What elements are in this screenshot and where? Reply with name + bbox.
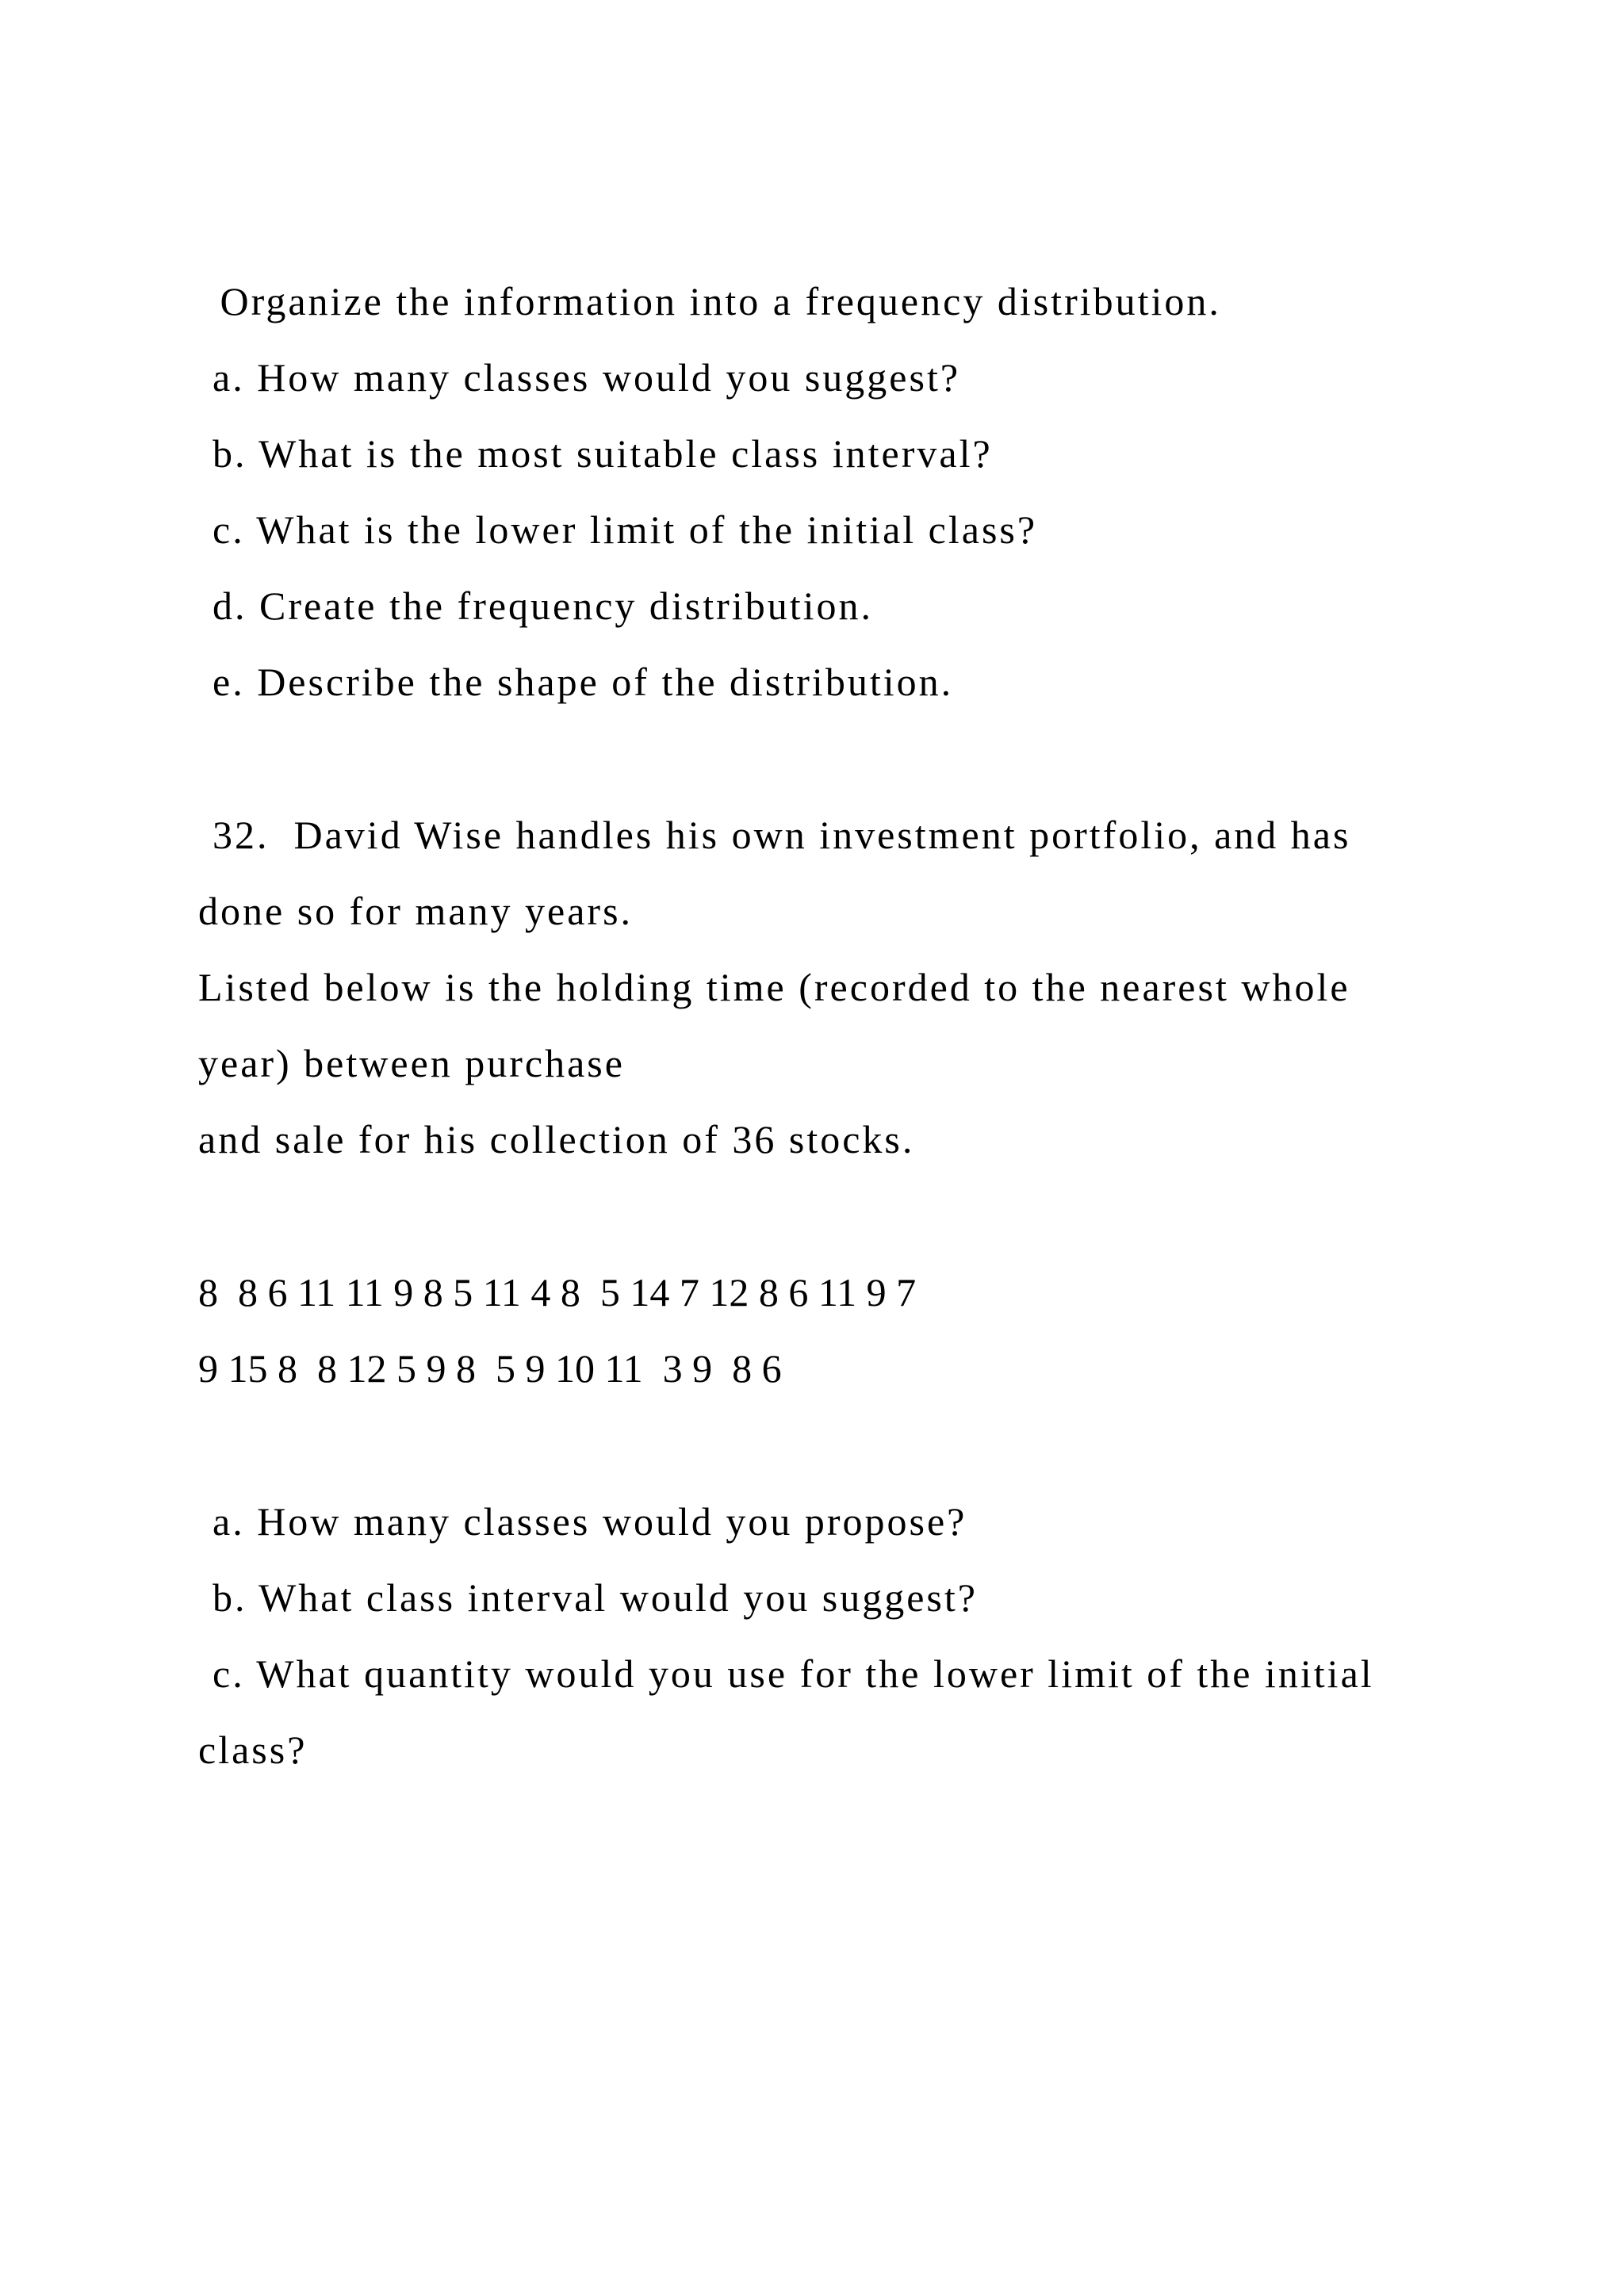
problem-32-question-c-continued: class?: [198, 1728, 308, 1772]
problem-32-question-c: c. What quantity would you use for the lower limit of the initial: [213, 1651, 1374, 1696]
data-row-2: 9 15 8 8 12 5 9 8 5 9 10 11 3 9 8 6: [198, 1346, 782, 1391]
question-d-create-distribution: d. Create the frequency distribution.: [213, 584, 873, 628]
question-a-suggest-classes: a. How many classes would you suggest?: [213, 355, 961, 400]
problem-32-question-a: a. How many classes would you propose?: [213, 1499, 967, 1544]
problem-32-text-line-5: and sale for his collection of 36 stocks.: [198, 1117, 915, 1161]
intro-line: Organize the information into a frequency distribution.: [208, 279, 1221, 323]
question-b-class-interval: b. What is the most suitable class interval?: [213, 431, 993, 476]
question-c-lower-limit: c. What is the lower limit of the initial class?: [213, 507, 1038, 552]
data-row-1: 8 8 6 11 11 9 8 5 11 4 8 5 14 7 12 8 6 11 9 7: [198, 1270, 917, 1314]
question-e-describe-shape: e. Describe the shape of the distribution.: [213, 660, 954, 704]
problem-32-heading: 32. David Wise handles his own investment portfolio, and has: [213, 813, 1351, 857]
problem-32-text-line-2: done so for many years.: [198, 889, 634, 933]
problem-32-text-line-4: year) between purchase: [198, 1041, 625, 1085]
problem-32-question-b: b. What class interval would you suggest?: [213, 1575, 978, 1620]
problem-32-text-line-3: Listed below is the holding time (recorded to the nearest whole: [198, 965, 1350, 1009]
